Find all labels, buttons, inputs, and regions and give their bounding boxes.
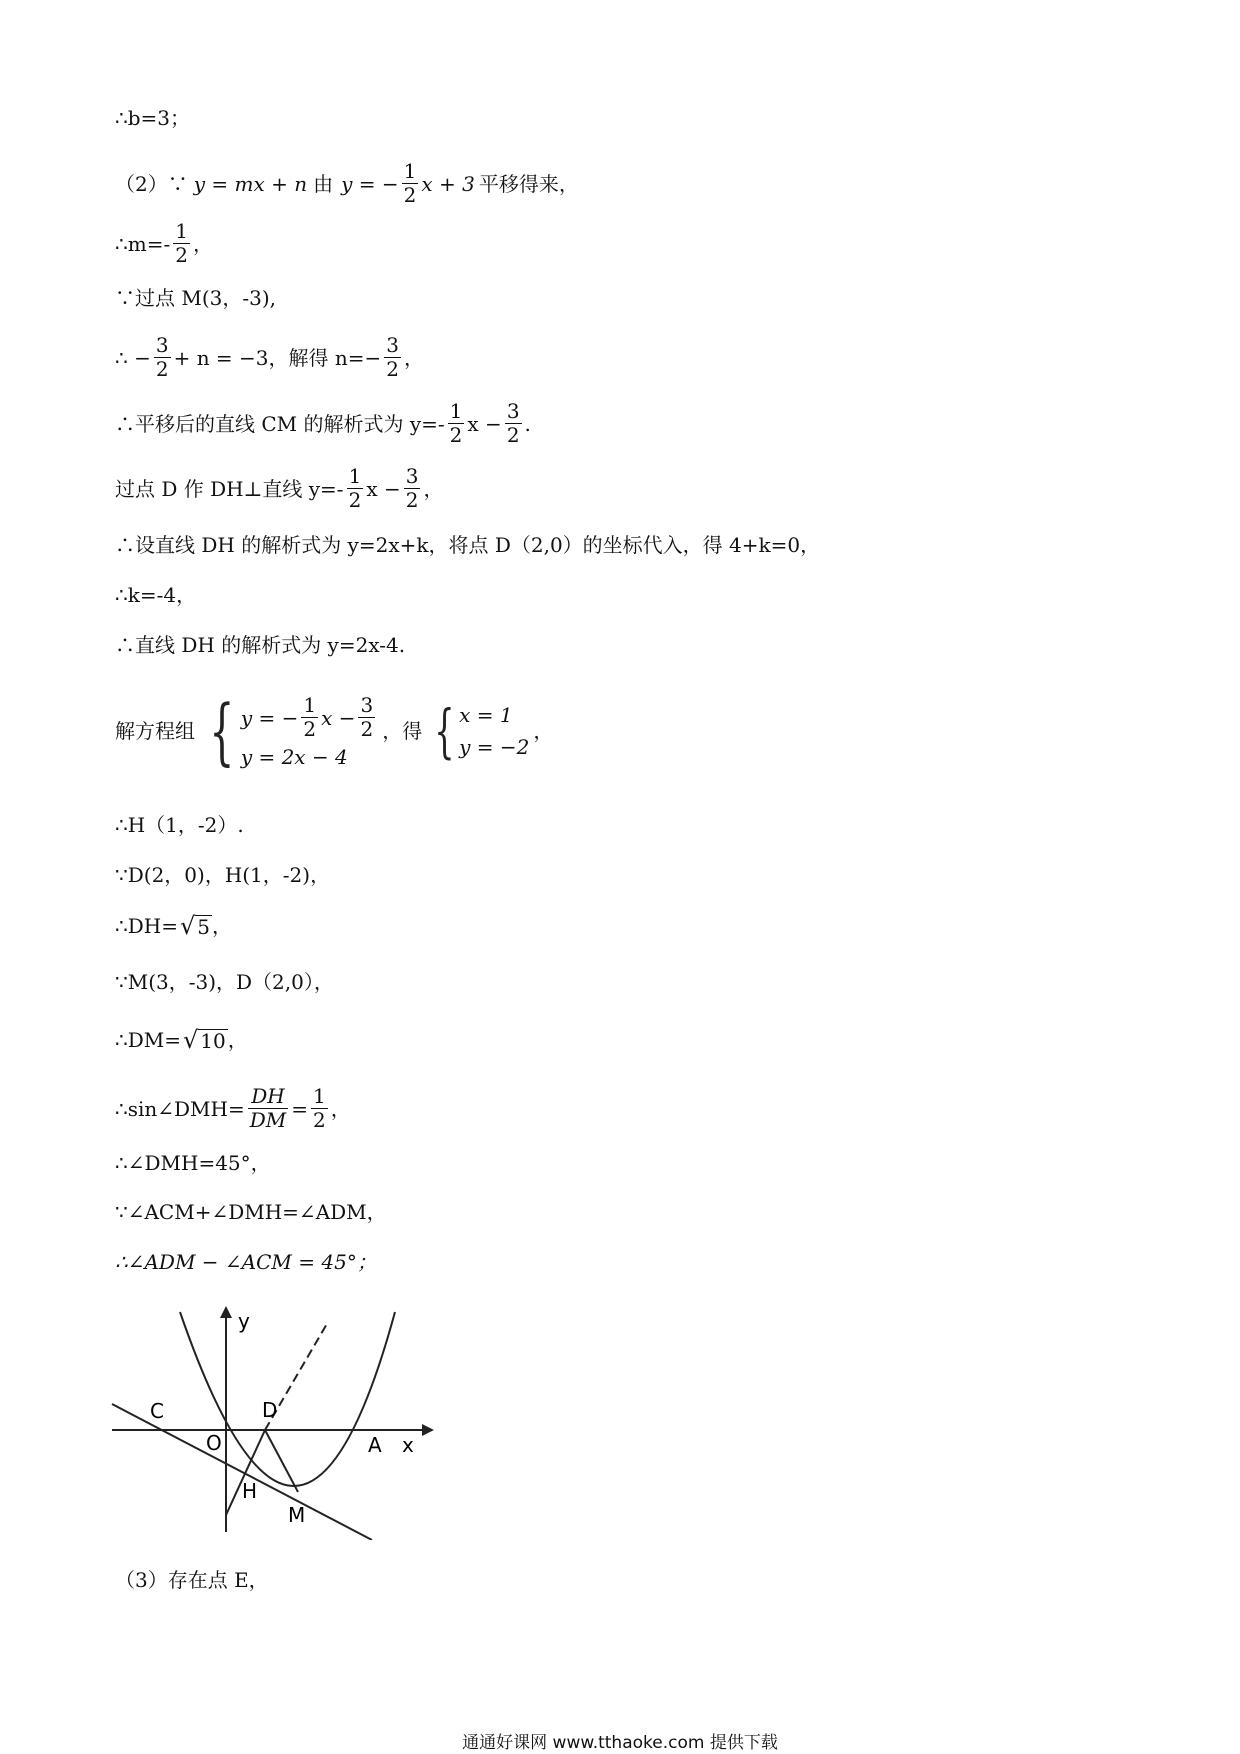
text: 过点 D 作 DH⊥直线 y=- [115, 476, 344, 501]
text: ∴∠ADM − ∠ACM = 45°； [115, 1250, 377, 1274]
text: 解方程组 [115, 718, 195, 743]
line-solve-n [115, 334, 424, 381]
label-c: C [150, 1399, 164, 1423]
text: ， [404, 345, 425, 370]
line-points-d-h [115, 865, 330, 885]
fraction: $\frac{1}{2}$ [403, 159, 417, 207]
label-d: D [262, 1398, 278, 1422]
text: ∴DH= [115, 914, 178, 938]
text: ∴ − [115, 345, 151, 370]
label-a: A [368, 1433, 382, 1457]
text: ∵过点 M(3，-3), [115, 286, 277, 310]
fraction: $\frac{3}{2}$ [360, 693, 374, 741]
math-expression: x − [321, 705, 356, 730]
line-equation-system [115, 688, 554, 773]
fraction: $\frac{3}{2}$ [405, 464, 419, 512]
text: ∴sin∠DMH= [115, 1096, 245, 1121]
line-angle-dmh [115, 1153, 271, 1173]
fraction: $\frac{3}{2}$ [506, 399, 520, 447]
text: ， [192, 231, 213, 256]
text: 平移得来， [478, 171, 579, 196]
square-root: √ 5 [179, 912, 210, 940]
text: = [291, 1096, 309, 1121]
math-expression: y = − [240, 705, 299, 730]
text: （3）存在点 E， [115, 1568, 269, 1592]
line-angle-sum [115, 1202, 387, 1222]
text: ∴∠DMH=45°， [115, 1151, 271, 1175]
fraction: $\frac{1}{2}$ [303, 693, 317, 741]
text: ∴DM= [115, 1028, 181, 1052]
text: ∴m=- [115, 231, 171, 256]
text: ∵∠ACM+∠DMH=∠ADM， [115, 1200, 387, 1224]
square-root: √ 10 [183, 1026, 226, 1054]
line-point-h [115, 815, 244, 835]
math-expression: x = 1 [459, 702, 513, 727]
label-h: H [242, 1479, 258, 1503]
text: ∴k=-4， [115, 583, 197, 607]
text: . [524, 411, 531, 436]
math-expression: y = − [341, 171, 399, 196]
line-sin-dmh [115, 1085, 351, 1132]
math-expression: y = mx + n [193, 171, 308, 196]
text: ∴H（1，-2）. [115, 813, 244, 837]
line-dh-equation [115, 635, 405, 655]
text: （2）∵ [115, 171, 188, 196]
line-cm-equation [115, 400, 531, 447]
line-angle-difference [115, 1252, 377, 1272]
text: ， [423, 476, 444, 501]
fraction: $\frac{1}{2}$ [449, 399, 463, 447]
equation-system: { y = − $\frac{1}{2}$ x − $\frac{3}{2}$ y = 2x − 4 [209, 688, 374, 773]
text: ，得 [382, 718, 423, 743]
text: ， [533, 718, 554, 743]
math-expression: y = −2 [459, 734, 530, 759]
parabola-curve [180, 1312, 395, 1486]
page-footer: 通通好课网 www.tthaoke.com 提供下载 [462, 1733, 778, 1753]
label-o: O [206, 1431, 222, 1455]
line-k-value [115, 585, 196, 605]
y-axis-arrow [220, 1306, 232, 1318]
text: ， [227, 1028, 248, 1052]
text: ∴直线 DH 的解析式为 y=2x-4. [115, 633, 406, 657]
math-expression: y = 2x − 4 [240, 745, 348, 769]
fraction: $\frac{3}{2}$ [386, 333, 400, 381]
line-part-2-translation [115, 160, 579, 207]
line-points-m-d [115, 972, 334, 992]
text: ∴平移后的直线 CM 的解析式为 y=- [115, 411, 445, 436]
line-part-3 [115, 1570, 269, 1590]
fraction: $\frac{1}{2}$ [175, 219, 188, 267]
label-m: M [288, 1503, 306, 1527]
line-m-value [115, 220, 213, 267]
fraction: $\frac{1}{2}$ [313, 1084, 326, 1132]
line-b-equals-3 [115, 108, 190, 128]
fraction: $\frac{3}{2}$ [155, 333, 169, 381]
line-dm-length [115, 1028, 248, 1052]
solution-system: { x = 1 y = −2 [434, 696, 530, 765]
text: 由 [313, 171, 334, 196]
text: ∴设直线 DH 的解析式为 y=2x+k，将点 D（2,0）的坐标代入，得 4+k=0， [115, 533, 821, 557]
fraction: $\frac{1}{2}$ [348, 464, 362, 512]
line-dh-length [115, 914, 232, 938]
text: ∴b=3； [115, 106, 191, 130]
label-y: y [238, 1309, 250, 1333]
line-cm [112, 1404, 372, 1540]
text: ∵D(2，0)，H(1，-2)， [115, 863, 331, 887]
segment-dm [265, 1430, 298, 1492]
fraction: $\frac{DH}{DM}$ [249, 1084, 287, 1132]
label-x: x [402, 1433, 414, 1457]
geometry-figure [110, 1300, 440, 1540]
text: ∵M(3，-3)，D（2,0）， [115, 970, 334, 994]
text: + n = −3，解得 n=− [173, 345, 382, 370]
line-dh-setup [115, 535, 820, 555]
text: x − [366, 476, 401, 501]
text: ， [212, 914, 232, 938]
line-dh-perpendicular [115, 465, 443, 512]
x-axis-arrow [422, 1424, 434, 1436]
text: x − [467, 411, 502, 436]
math-expression: x + 3 [421, 171, 475, 196]
line-passes-point-m [115, 288, 276, 308]
text: ， [330, 1096, 351, 1121]
